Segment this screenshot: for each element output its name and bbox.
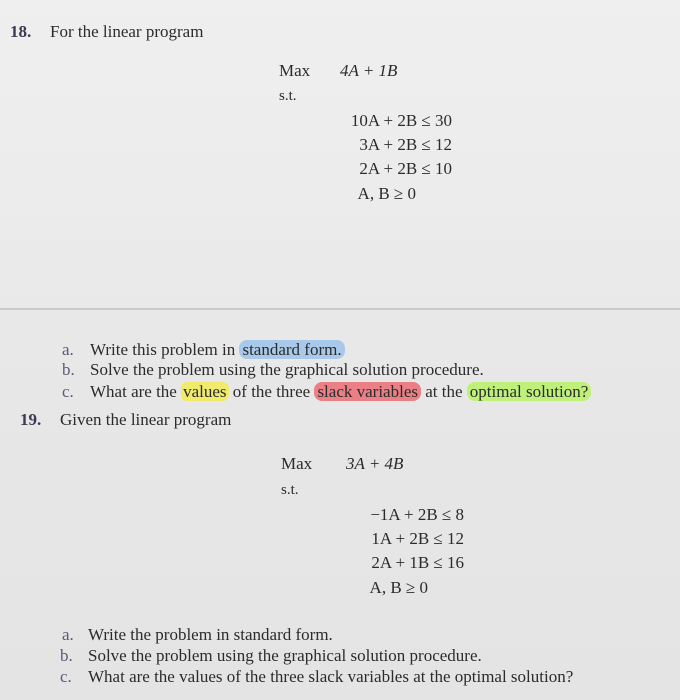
problem-18-part-c-text-1: What are the bbox=[90, 382, 182, 401]
problem-19-part-b-letter: b. bbox=[60, 646, 73, 665]
problem-19-constraint-2: 1A + 2B ≤ 12 bbox=[371, 529, 464, 548]
problem-19-number: 19. bbox=[20, 410, 42, 429]
page-top-section bbox=[0, 0, 680, 308]
problem-19-constraint-3: 2A + 1B ≤ 16 bbox=[371, 553, 464, 572]
problem-18-part-c-text-2: of the three bbox=[228, 382, 315, 401]
problem-19-objective-label: Max bbox=[281, 454, 313, 473]
problem-18-nonnegativity: A, B ≥ 0 bbox=[357, 184, 416, 203]
problem-18-objective-label: Max bbox=[279, 61, 311, 80]
problem-18-part-c bbox=[90, 382, 591, 402]
problem-19-constraint-1: −1A + 2B ≤ 8 bbox=[370, 505, 464, 524]
problem-18-part-a-text: Write this problem in bbox=[90, 340, 240, 359]
problem-18-st-label: s.t. bbox=[279, 88, 297, 104]
highlight-standard-form: standard form. bbox=[239, 340, 344, 359]
problem-19-st-label: s.t. bbox=[281, 482, 299, 498]
problem-18-constraint-3: 2A + 2B ≤ 10 bbox=[359, 159, 452, 178]
problem-18-objective: 4A + 1B bbox=[340, 61, 398, 80]
problem-18-constraint-2: 3A + 2B ≤ 12 bbox=[359, 135, 452, 154]
problem-18-part-b-letter: b. bbox=[62, 360, 75, 379]
problem-18-number: 18. bbox=[10, 22, 32, 41]
problem-19-intro: Given the linear program bbox=[60, 410, 232, 429]
problem-18-intro: For the linear program bbox=[50, 22, 204, 41]
highlight-optimal-solution: optimal solution? bbox=[467, 382, 592, 401]
problem-18-part-a bbox=[90, 340, 345, 360]
problem-19-part-b: Solve the problem using the graphical solution procedure. bbox=[88, 646, 482, 665]
problem-18-part-c-letter: c. bbox=[62, 382, 74, 401]
problem-19-nonnegativity: A, B ≥ 0 bbox=[369, 578, 428, 597]
problem-19-part-a: Write the problem in standard form. bbox=[88, 625, 333, 644]
problem-19-part-c-letter: c. bbox=[60, 667, 72, 686]
problem-18-constraint-1: 10A + 2B ≤ 30 bbox=[350, 111, 452, 130]
problem-19-part-a-letter: a. bbox=[62, 625, 74, 644]
problem-18-part-c-text-3: at the bbox=[420, 382, 467, 401]
problem-19-part-c: What are the values of the three slack variables at the optimal solution? bbox=[88, 667, 574, 686]
problem-19-objective: 3A + 4B bbox=[346, 454, 404, 473]
problem-18-part-b: Solve the problem using the graphical solution procedure. bbox=[90, 360, 484, 379]
highlight-values: values bbox=[183, 382, 227, 401]
problem-18-part-a-letter: a. bbox=[62, 340, 74, 359]
highlight-slack-variables: slack variables bbox=[314, 382, 421, 401]
